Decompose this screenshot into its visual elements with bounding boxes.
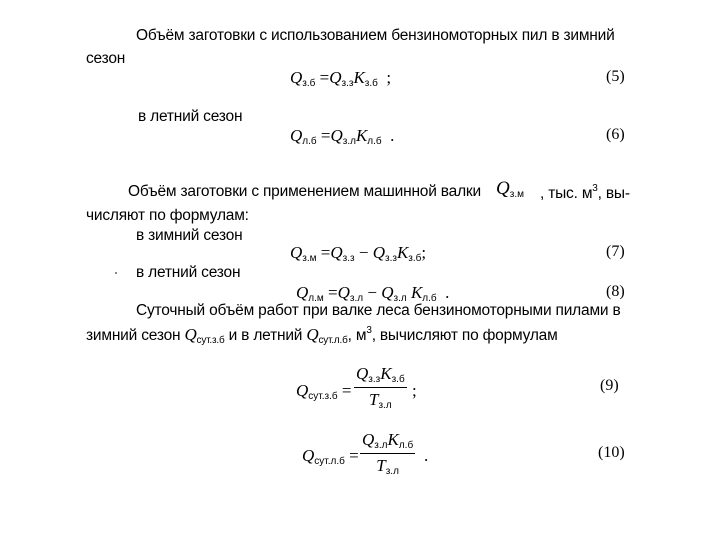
paragraph-3-line-1a: Объём заготовки с применением машинной валки	[128, 183, 481, 200]
formula-6: $Q_{л.б} =Q_{з.л}K_{л.б}$ .	[290, 126, 395, 147]
paragraph-2-summer: в летний сезон	[138, 108, 243, 125]
formula-7: $Q_{з.м} =Q_{з.з} - Q_{з.з}K_{з.б}$;	[290, 243, 427, 264]
equation-number-9: (9)	[600, 377, 619, 394]
formula-5: $Q_{з.б} =Q_{з.з}K_{з.б}$ ;	[290, 68, 392, 89]
paragraph-4-line-1: Суточный объём работ при валке леса бензиномоторными пилами в	[136, 302, 621, 319]
formula-9-lhs: $Q_{сут.з.б}$ =	[296, 381, 352, 402]
paragraph-3-winter: в зимний сезон	[136, 227, 243, 244]
paragraph-3-line-1b: , тыс. $м^3$, вы-	[540, 183, 630, 202]
paragraph-3-summer: в летний сезон	[136, 264, 241, 281]
equation-number-10: (10)	[598, 444, 625, 461]
formula-10-fraction: $Q_{з.л}K_{л.б}$ $T_{з.л}$	[362, 430, 414, 477]
equation-number-5: (5)	[606, 68, 625, 85]
equation-number-8: (8)	[606, 283, 625, 300]
equation-number-6: (6)	[606, 126, 625, 143]
formula-8: $Q_{л.м} =Q_{з.л} - Q_{з.л}$ $K_{л.б}$ .	[296, 283, 450, 304]
paragraph-1-line-2: сезон	[86, 50, 126, 67]
formula-9-end: ;	[412, 381, 417, 400]
symbol-q-zm: $Q_{з.м}$	[496, 178, 524, 200]
scan-speck	[115, 272, 117, 274]
paragraph-4-line-2: зимний сезон $Q_{сут.з.б}$ и в летний $Q_{сут.л.б}$, $м^3$, вычисляют по формулам	[86, 325, 558, 346]
formula-9-fraction: $Q_{з.з}K_{з.б}$ $T_{з.л}$	[356, 364, 405, 411]
paragraph-1-line-1: Объём заготовки с использованием бензиномоторных пил в зимний	[136, 27, 615, 44]
formula-10-end: .	[424, 446, 429, 465]
paragraph-3-line-2: числяют по формулам:	[86, 207, 249, 224]
formula-10-lhs: $Q_{сут.л.б}$ =	[302, 446, 359, 467]
equation-number-7: (7)	[606, 243, 625, 260]
